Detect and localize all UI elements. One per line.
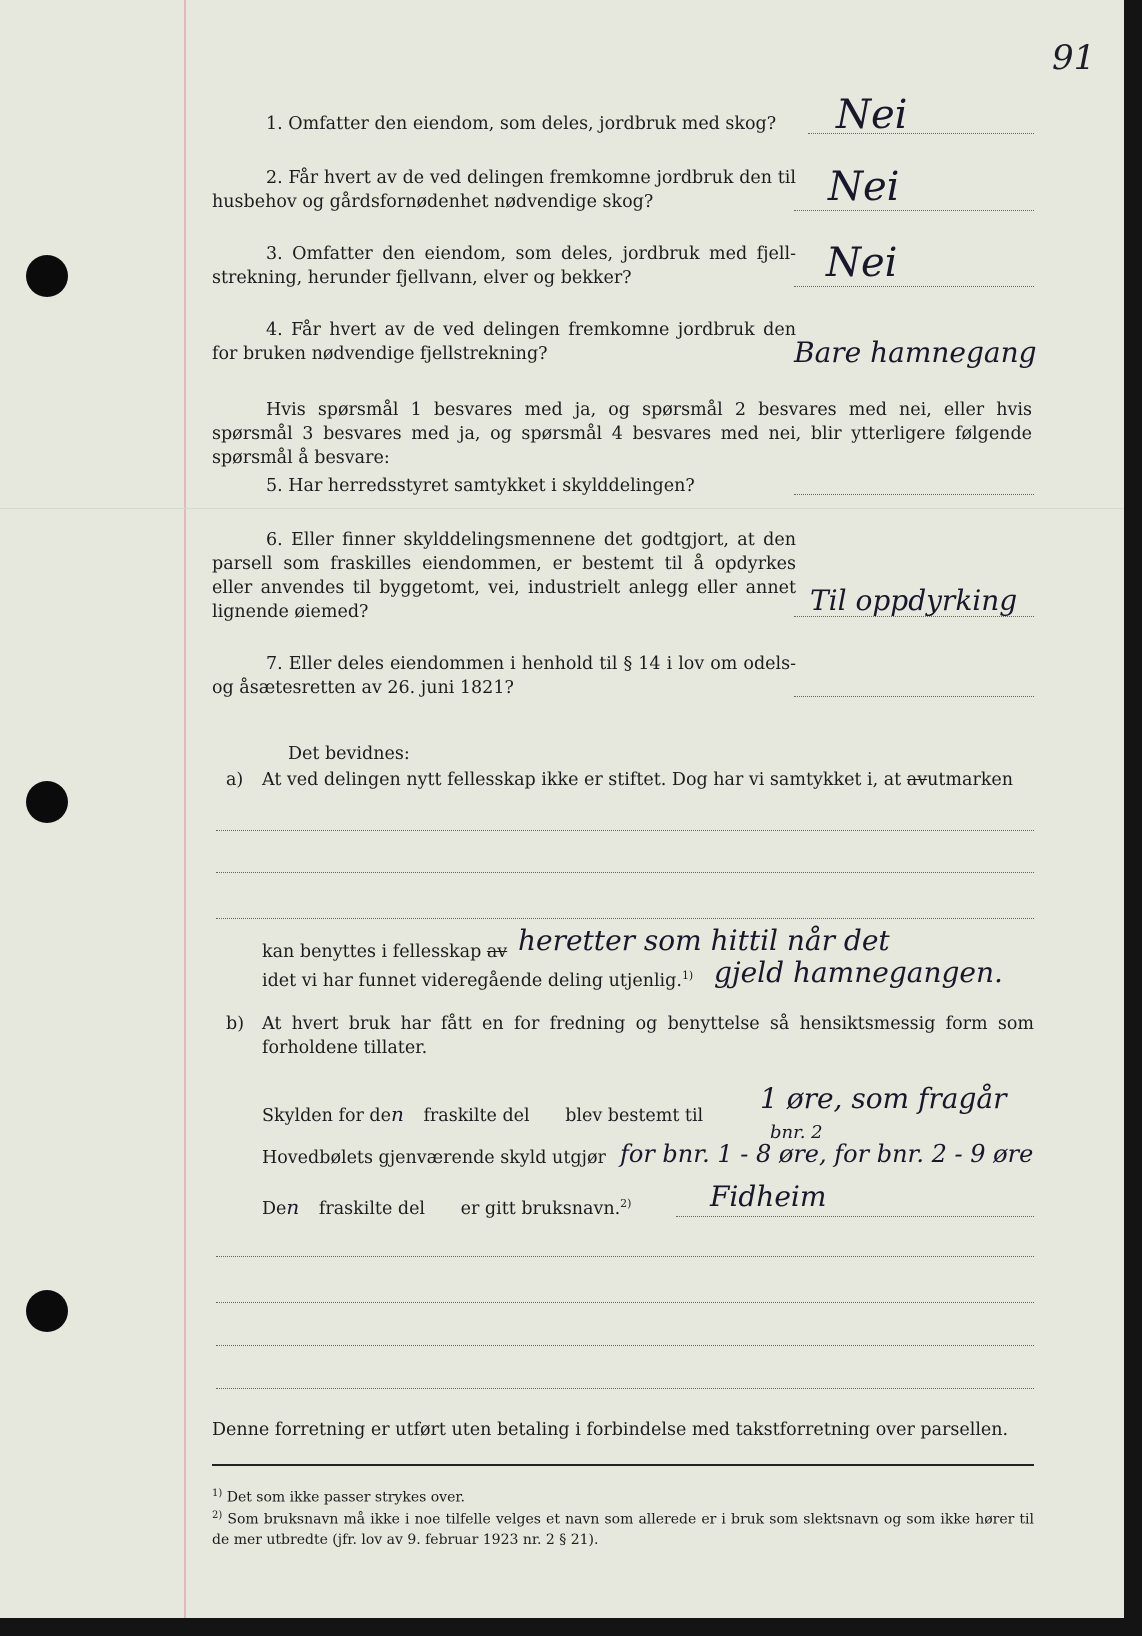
item-a-label: a) — [226, 770, 244, 790]
question-4: 4. Får hvert av de ved delingen fremkomne jordbruk den for bruken nødvendige fjellstrekning? — [212, 320, 796, 364]
handwritten-idet: gjeld hamnegangen. — [714, 956, 1003, 989]
item-b-label: b) — [226, 1014, 245, 1034]
punch-hole — [26, 1290, 68, 1332]
punch-hole — [26, 781, 68, 823]
footnote-2: $^{2)}$ Som bruksnavn må ikke i noe tilfelle velges et navn som allerede er i bruk som slektsnavn og som ikke hører til de mer utbredte (jfr. lov av 9. februar 1923 nr. 2 § 21). — [212, 1510, 1034, 1548]
handwritten-bnr: bnr. 2 — [770, 1122, 823, 1143]
answer-3: Nei — [826, 240, 898, 286]
page-fold — [0, 508, 1124, 509]
item-b-text: At hvert bruk har fått en for fredning og benyttelse så hensiktsmessig form som forholdene tillater. — [262, 1014, 1034, 1058]
handwritten-hovedbol: for bnr. 1 - 8 øre, for bnr. 2 - 9 øre — [620, 1140, 1034, 1168]
answer-1: Nei — [836, 92, 908, 138]
handwritten-bruksnavn: Fidheim — [710, 1180, 827, 1213]
answer-line — [794, 494, 1034, 495]
kan-benyttes-text: kan benyttes i fellesskap av — [262, 942, 508, 962]
question-7: 7. Eller deles eiendommen i henhold til § 14 i lov om odels- og åsætesretten av 26. juni 1821? — [212, 654, 796, 698]
idet-text: idet vi har funnet videregående deling utjenlig.$^{1)}$ — [262, 969, 694, 991]
skyld-line-1: Skylden for den fraskilte del blev bestemt til — [262, 1102, 704, 1126]
struck-word: av — [486, 942, 508, 962]
question-3: 3. Omfatter den eiendom, som deles, jordbruk med fjell- strekning, herunder fjellvann, elver og bekker? — [212, 244, 796, 288]
condition-paragraph: Hvis spørsmål 1 besvares med ja, og spørsmål 2 besvares med nei, eller hvis spørsmål 3 besvares med ja, og spørsmål 4 besvares med nei, blir ytterligere følgende spørsmål å besvare: — [212, 400, 1032, 468]
handwritten-n: n — [286, 1194, 300, 1219]
blank-line — [216, 1388, 1034, 1389]
question-1: 1. Omfatter den eiendom, som deles, jordbruk med skog? — [266, 114, 777, 134]
answer-line — [794, 210, 1034, 211]
blank-line — [216, 1345, 1034, 1346]
blank-line — [216, 1256, 1034, 1257]
blank-line — [216, 872, 1034, 873]
answer-4: Bare hamnegang — [794, 336, 1037, 369]
answer-line — [794, 286, 1034, 287]
bevidnes-heading: Det bevidnes: — [288, 744, 410, 764]
answer-2: Nei — [828, 164, 900, 210]
handwritten-kan: heretter som hittil når det — [518, 924, 890, 957]
handwritten-n: n — [390, 1102, 404, 1126]
answer-line — [676, 1216, 1034, 1217]
closing-statement: Denne forretning er utført uten betaling i forbindelse med takstforretning over parsellen. — [212, 1420, 1009, 1440]
punch-hole — [26, 255, 68, 297]
question-6: 6. Eller finner skylddelingsmennene det godtgjort, at den parsell som fraskilles eiendommen, er bestemt til å opdyrkes eller anvendes til byggetomt, vei, industrielt anlegg eller annet lignende øiemed? — [212, 530, 796, 622]
question-5: 5. Har herredsstyret samtykket i skylddelingen? — [266, 476, 695, 496]
answer-6: Til oppdyrking — [810, 584, 1018, 617]
footnote-1: $^{1)}$ Det som ikke passer strykes over. — [212, 1488, 465, 1506]
blank-line — [216, 1302, 1034, 1303]
item-a-text: At ved delingen nytt fellesskap ikke er stiftet. Dog har vi samtykket i, at avutmarken — [262, 770, 1014, 790]
footnote-rule — [212, 1464, 1034, 1466]
answer-line — [794, 696, 1034, 697]
blank-line — [216, 830, 1034, 831]
skyld-line-3: Den fraskilte del er gitt bruksnavn.$^{2)}$ — [262, 1194, 632, 1219]
blank-line — [216, 918, 1034, 919]
struck-word: av — [906, 770, 928, 790]
margin-rule — [184, 0, 186, 1618]
handwritten-skyld: 1 øre, som fragår — [760, 1082, 1007, 1115]
page-number: 91 — [1052, 38, 1096, 78]
skyld-line-2: Hovedbølets gjenværende skyld utgjør — [262, 1148, 606, 1168]
question-2: 2. Får hvert av de ved delingen fremkomne jordbruk den til husbehov og gårdsfornødenhet nødvendige skog? — [212, 168, 796, 212]
